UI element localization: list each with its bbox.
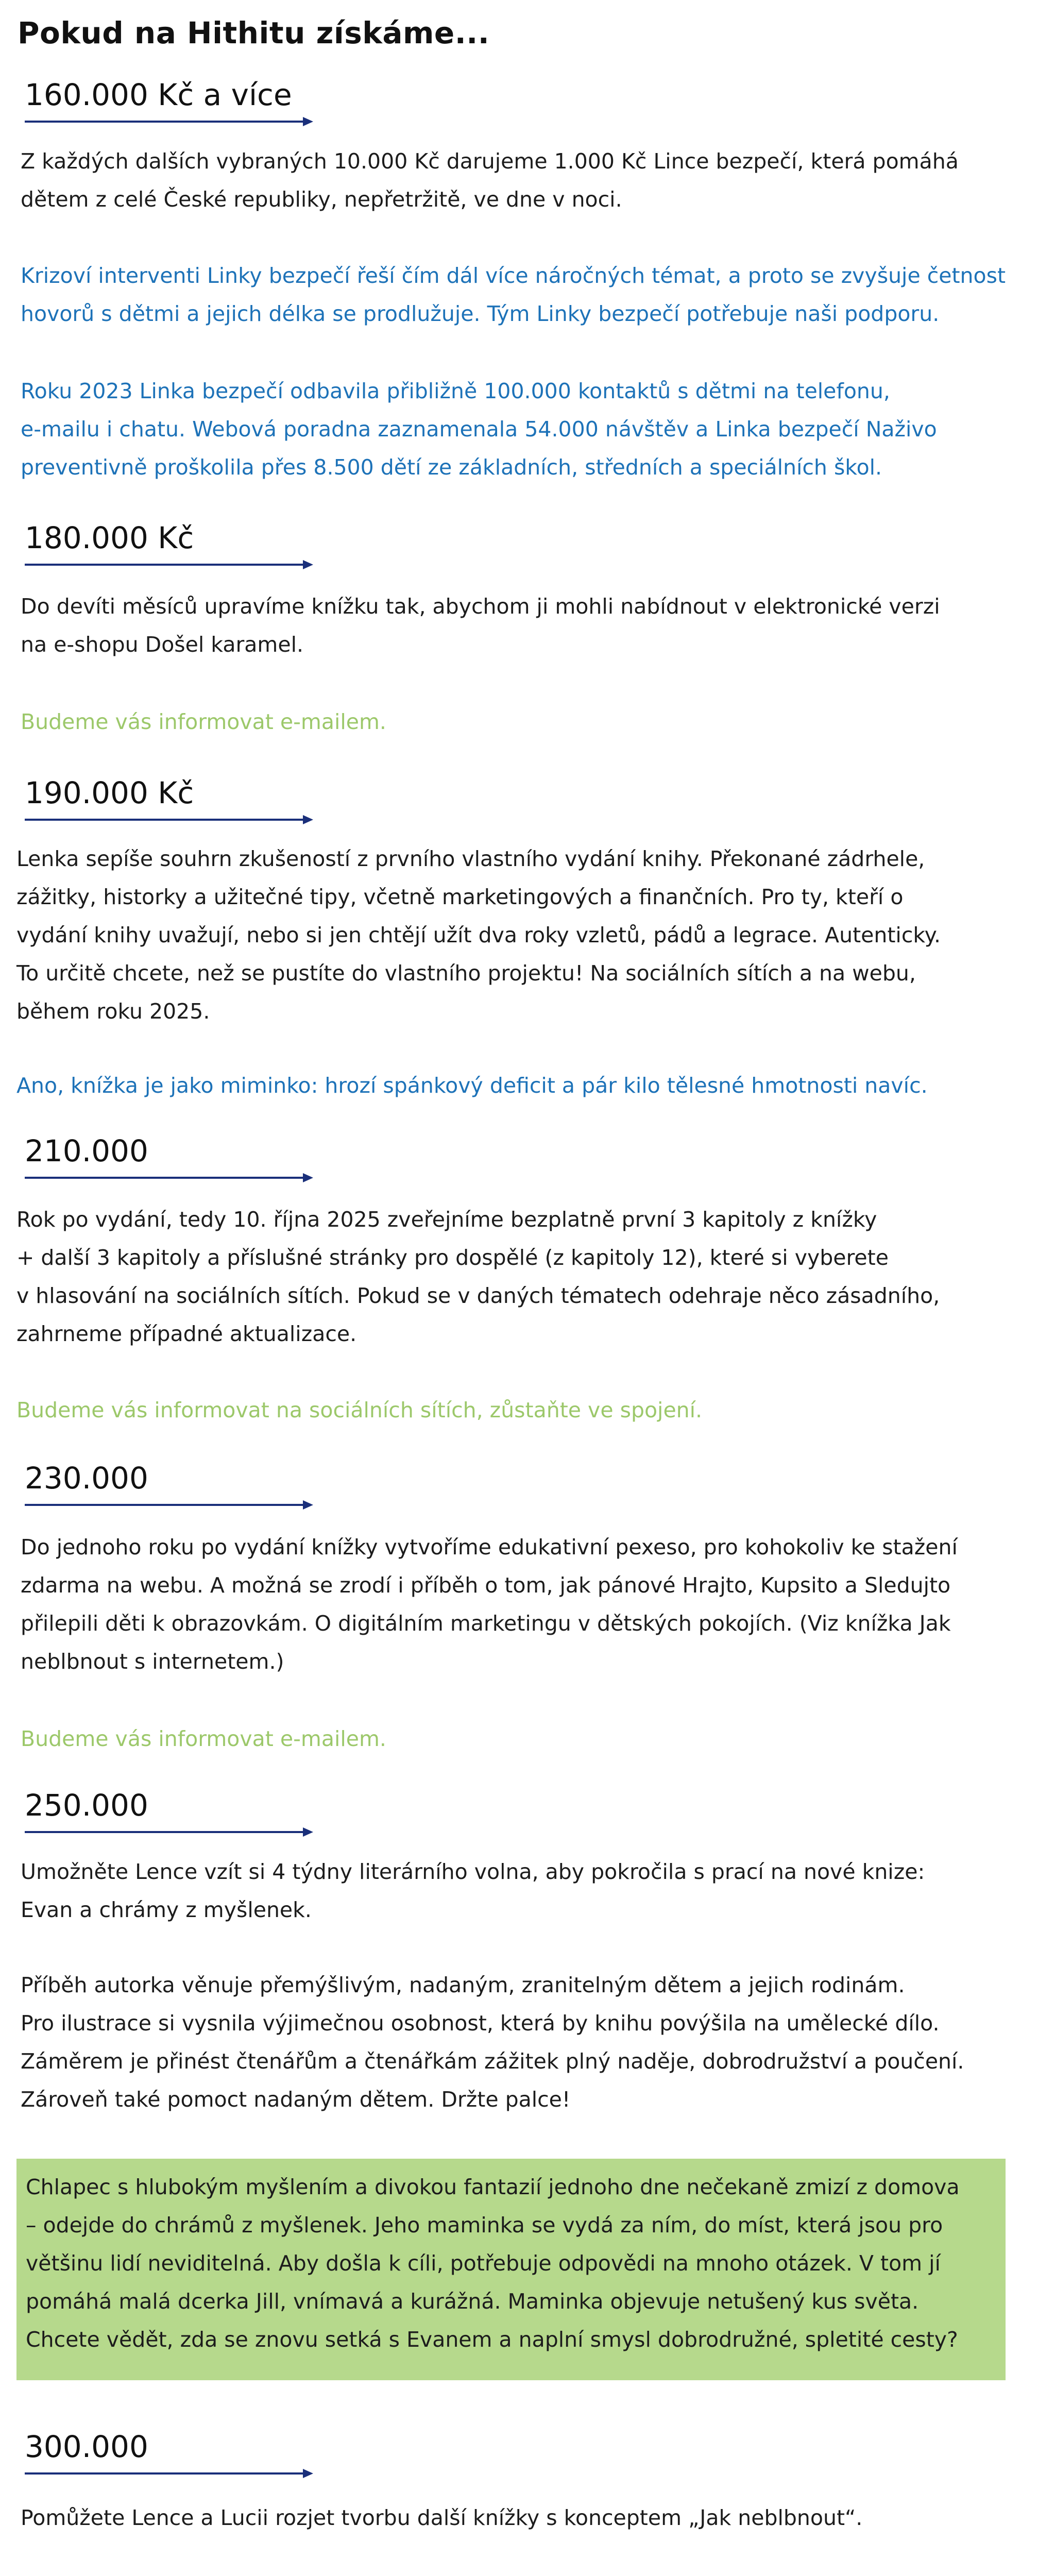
text-line: Budeme vás informovat e-mailem.: [21, 1726, 386, 1751]
paragraph-160-a: [21, 142, 1035, 218]
paragraph-250-a: [21, 1853, 1035, 1929]
text-line: v hlasování na sociálních sítích. Pokud se v daných tématech odehraje něco zásadního,: [16, 1283, 940, 1308]
text-line: Zároveň také pomoct nadaným dětem. Držte palce!: [21, 2087, 571, 2112]
text-line: pomáhá malá dcerka Jill, vnímavá a kurážná. Maminka objevuje netušený kus světa.: [26, 2289, 919, 2314]
text-line: vydání knihy uvažují, nebo si jen chtějí užít dva roky vzletů, pádů a legrace. Autenticky.: [16, 923, 941, 947]
paragraph-160-c: [21, 372, 1035, 486]
note-210: [16, 1391, 1031, 1429]
text-line: Příběh autorka věnuje přemýšlivým, nadaným, zranitelným dětem a jejich rodinám.: [21, 1973, 905, 1997]
arrow-icon: [25, 558, 313, 571]
text-line: – odejde do chrámů z myšlenek. Jeho maminka se vydá za ním, do míst, která jsou pro: [26, 2213, 943, 2238]
tier-heading: 230.000: [25, 1461, 148, 1496]
text-line: Záměrem je přinést čtenářům a čtenářkám zážitek plný naděje, dobrodružství a poučení.: [21, 2049, 964, 2074]
text-line: Chlapec s hlubokým myšlením a divokou fantazií jednoho dne nečekaně zmizí z domova: [26, 2175, 960, 2199]
text-line: e-mailu i chatu. Webová poradna zaznamenala 54.000 návštěv a Linka bezpečí Naživo: [21, 417, 937, 442]
paragraph-210-a: [16, 1200, 1031, 1353]
text-line: Pro ilustrace si vysnila výjimečnou osobnost, která by knihu povýšila na umělecké dílo.: [21, 2011, 940, 2036]
tier-heading: 190.000 Kč: [25, 775, 194, 810]
tier-190: [25, 775, 354, 826]
text-line: dětem z celé České republiky, nepřetržitě, ve dne v noci.: [21, 187, 622, 212]
text-line: Roku 2023 Linka bezpečí odbavila přibližně 100.000 kontaktů s dětmi na telefonu,: [21, 379, 890, 403]
tier-heading: 250.000: [25, 1788, 148, 1823]
note-180: [21, 703, 1035, 741]
text-line: hovorů s dětmi a jejich délka se prodlužuje. Tým Linky bezpečí potřebuje naši podporu.: [21, 301, 940, 326]
paragraph-250-b: [21, 1966, 1035, 2119]
text-line: zahrneme případné aktualizace.: [16, 1321, 357, 1346]
text-line: Umožněte Lence vzít si 4 týdny literárního volna, aby pokročila s prací na nové knize:: [21, 1859, 925, 1884]
text-line: Lenka sepíše souhrn zkušeností z prvního vlastního vydání knihy. Překonané zádrhele,: [16, 846, 925, 871]
text-line: Krizoví interventi Linky bezpečí řeší čím dál více náročných témat, a proto se zvyšuje četnost: [21, 263, 1006, 288]
tier-160: [25, 77, 354, 128]
tier-250: [25, 1788, 354, 1838]
story-highlight-box: [16, 2159, 1006, 2380]
arrow-icon: [25, 2467, 313, 2480]
text-line: zdarma na webu. A možná se zrodí i příběh o tom, jak pánové Hrajto, Kupsito a Sledujto: [21, 1573, 951, 1598]
tier-210: [25, 1133, 354, 1184]
arrow-icon: [25, 814, 313, 826]
text-line: Z každých dalších vybraných 10.000 Kč darujeme 1.000 Kč Lince bezpečí, která pomáhá: [21, 149, 959, 174]
text-line: Evan a chrámy z myšlenek.: [21, 1897, 312, 1922]
paragraph-180-a: [21, 587, 1035, 664]
text-line: To určitě chcete, než se pustíte do vlastního projektu! Na sociálních sítích a na webu,: [16, 961, 916, 986]
text-line: neblbnout s internetem.): [21, 1649, 284, 1674]
text-line: Budeme vás informovat na sociálních sítích, zůstaňte ve spojení.: [16, 1398, 703, 1422]
tier-heading: 180.000 Kč: [25, 520, 194, 555]
text-line: Rok po vydání, tedy 10. října 2025 zveřejníme bezplatně první 3 kapitoly z knížky: [16, 1207, 877, 1232]
text-line: Budeme vás informovat e-mailem.: [21, 709, 386, 734]
page-title: Pokud na Hithitu získáme...: [18, 15, 490, 50]
text-line: Chcete vědět, zda se znovu setká s Evanem a naplní smysl dobrodružné, spletité cesty?: [26, 2327, 958, 2352]
text-line: na e-shopu Došel karamel.: [21, 632, 304, 657]
arrow-icon: [25, 1172, 313, 1184]
text-line: Pomůžete Lence a Lucii rozjet tvorbu další knížky s konceptem „Jak neblbnout“.: [21, 2505, 863, 2530]
paragraph-230-a: [21, 1528, 1035, 1681]
paragraph-300-a: [21, 2499, 1035, 2537]
tier-heading: 300.000: [25, 2429, 148, 2464]
tier-180: [25, 520, 354, 571]
note-230: [21, 1720, 1035, 1758]
tier-230: [25, 1461, 354, 1511]
tier-300: [25, 2429, 354, 2480]
paragraph-190-a: [16, 840, 1031, 1030]
text-line: většinu lidí neviditelná. Aby došla k cíli, potřebuje odpovědi na mnoho otázek. V tom jí: [26, 2251, 941, 2276]
text-line: přilepili děti k obrazovkám. O digitálním marketingu v dětských pokojích. (Viz knížka Jak: [21, 1611, 951, 1636]
arrow-icon: [25, 1826, 313, 1838]
text-line: zážitky, historky a užitečné tipy, včetně marketingových a finančních. Pro ty, kteří o: [16, 885, 904, 909]
text-line: Do devíti měsíců upravíme knížku tak, abychom ji mohli nabídnout v elektronické verzi: [21, 594, 940, 619]
arrow-icon: [25, 1499, 313, 1511]
tier-heading: 210.000: [25, 1133, 148, 1168]
text-line: Ano, knížka je jako miminko: hrozí spánkový deficit a pár kilo tělesné hmotnosti navíc.: [16, 1073, 928, 1098]
text-line: Do jednoho roku po vydání knížky vytvoříme edukativní pexeso, pro kohokoliv ke stažení: [21, 1535, 958, 1560]
paragraph-160-b: [21, 257, 1035, 333]
text-line: během roku 2025.: [16, 999, 210, 1024]
text-line: preventivně proškolila přes 8.500 dětí ze základních, středních a speciálních škol.: [21, 455, 882, 480]
tier-heading: 160.000 Kč a více: [25, 77, 292, 112]
note-190: [16, 1066, 1031, 1105]
arrow-icon: [25, 115, 313, 128]
text-line: + další 3 kapitoly a příslušné stránky pro dospělé (z kapitoly 12), které si vyberete: [16, 1245, 889, 1270]
